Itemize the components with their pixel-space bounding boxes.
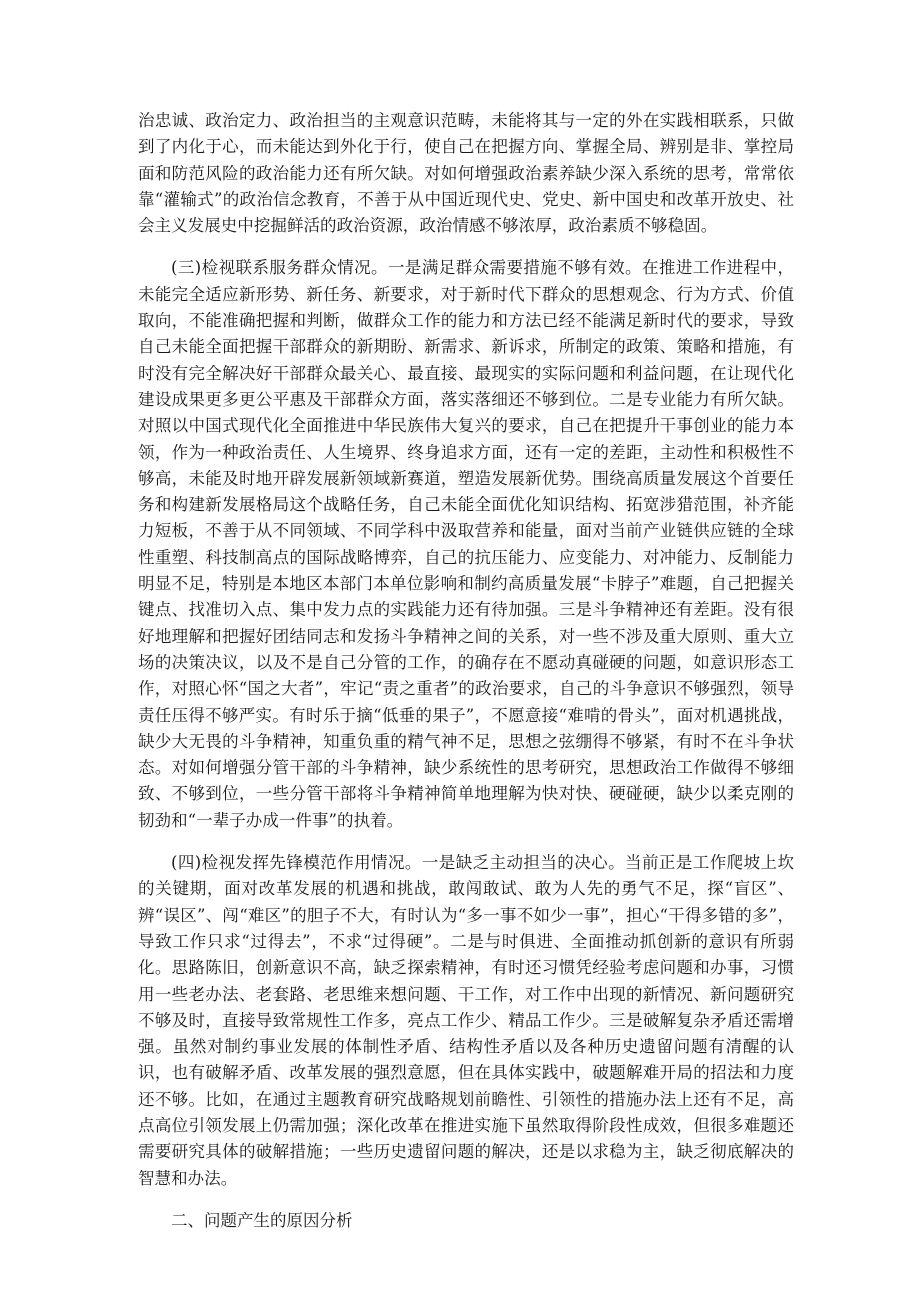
section-heading: 二、问题产生的原因分析 bbox=[171, 1210, 353, 1230]
paragraph-section-4: (四)检视发挥先锋模范作用情况。一是缺乏主动担当的决心。当前正是工作爬坡上坎的关键期，面对改革发展的机遇和挑战，敢闯敢试、敢为人先的勇气不足，探“盲区”、辨“误区”、闯“难区”的胆子不大，有时认为“多一事不如少一事”，担心“干得多错的多”，导致工作只求“过得去”，不求“过得硬”。二是与时俱进、全面推动抓创新的意识有所弱化。思路陈旧，创新意识不高，缺乏探索精神，有时还习惯凭经验考虑问题和办事，习惯用一些老办法、老套路、老思维来想问题、干工作，对工作中出现的新情况、新问题研究不够及时，直接导致常规性工作多，亮点工作少、精品工作少。三是破解复杂矛盾还需增强。虽然对制约事业发展的体制性矛盾、结构性矛盾以及各种历史遗留问题有清醒的认识，也有破解矛盾、改革发展的强烈意愿，但在具体实践中，破题解难开局的招法和力度还不够。比如，在通过主题教育研究战略规划前瞻性、引领性的措施办法上还有不足，高点高位引领发展上仍需加强；深化改革在推进实施下虽然取得阶段性成效，但很多难题还需要研究具体的破解措施；一些历史遗留问题的解决，还是以求稳为主，缺乏彻底解决的智慧和办法。 bbox=[138, 853, 794, 1188]
paragraph-continuation: 治忠诚、政治定力、政治担当的主观意识范畴，未能将其与一定的外在实践相联系，只做到了内化于心，而未能达到外化于行，使自己在把握方向、掌握全局、辨别是非、掌控局面和防范风险的政治能力还有所欠缺。对如何增强政治素养缺少深入系统的思考，常常依靠“灌输式”的政治信念教育，不善于从中国近现代史、党史、新中国史和改革开放史、社会主义发展史中挖掘鲜活的政治资源，政治情感不够浓厚，政治素质不够稳固。 bbox=[138, 111, 794, 236]
document-page bbox=[138, 108, 794, 1234]
paragraph-section-3: (三)检视联系服务群众情况。一是满足群众需要措施不够有效。在推进工作进程中，未能完全适应新形势、新任务、新要求，对于新时代下群众的思想观念、行为方式、价值取向，不能准确把握和判断，做群众工作的能力和方法已经不能满足新时代的要求，导致自己未能全面把握干部群众的新期盼、新需求、新诉求，所制定的政策、策略和措施，有时没有完全解决好干部群众最关心、最直接、最现实的实际问题和利益问题，在让现代化建设成果更多更公平惠及干部群众方面，落实落细还不够到位。二是专业能力有所欠缺。对照以中国式现代化全面推进中华民族伟大复兴的要求，自己在把提升干事创业的能力本领，作为一种政治责任、人生境界、终身追求方面，还有一定的差距，主动性和积极性不够高，未能及时地开辟发展新领域新赛道，塑造发展新优势。围绕高质量发展这个首要任务和构建新发展格局这个战略任务，自己未能全面优化知识结构、拓宽涉猎范围，补齐能力短板，不善于从不同领域、不同学科中汲取营养和能量，面对当前产业链供应链的全球性重塑、科技制高点的国际战略博弈，自己的抗压能力、应变能力、对冲能力、反制能力明显不足，特别是本地区本部门本单位影响和制约高质量发展“卡脖子”难题，自己把握关键点、找准切入点、集中发力点的实践能力还有待加强。三是斗争精神还有差距。没有很好地理解和把握好团结同志和发扬斗争精神之间的关系，对一些不涉及重大原则、重大立场的决策决议，以及不是自己分管的工作，的确存在不愿动真碰硬的问题，如意识形态工作，对照心怀“国之大者”，牢记“责之重者”的政治要求，自己的斗争意识不够强烈，领导责任压得不够严实。有时乐于摘“低垂的果子”，不愿意接“难啃的骨头”，面对机遇挑战，缺少大无畏的斗争精神，知重负重的精气神不足，思想之弦绷得不够紧，有时不在斗争状态。对如何增强分管干部的斗争精神，缺少系统性的思考研究，思想政治工作做得不够细致、不够到位，一些分管干部将斗争精神简单地理解为快对快、硬碰硬，缺少以柔克刚的韧劲和“一辈子办成一件事”的执着。 bbox=[138, 258, 794, 830]
